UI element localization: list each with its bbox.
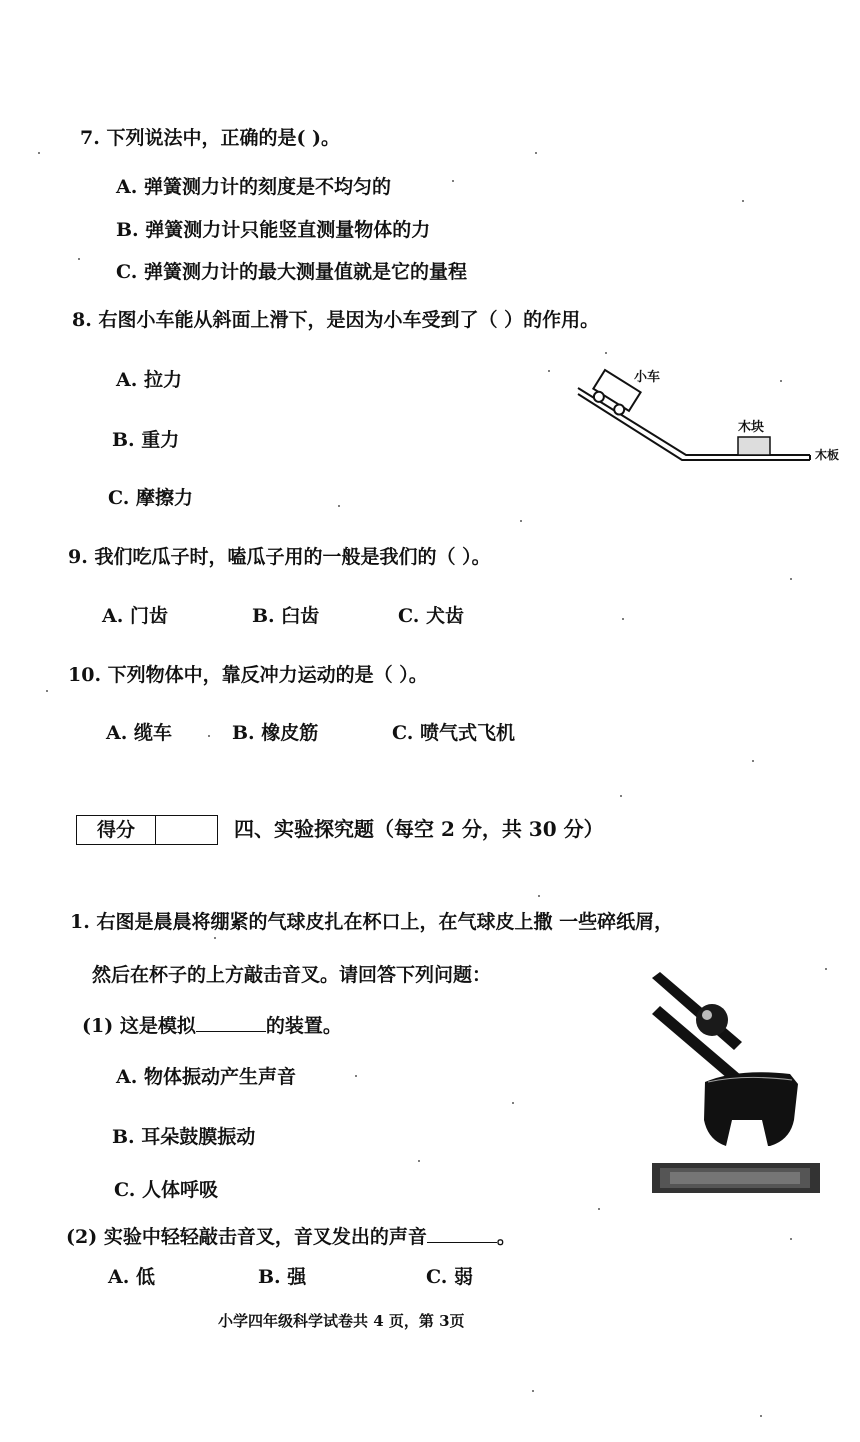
- q8-option-b: B. 重力: [112, 429, 180, 451]
- exp-q1-line1: 1. 右图是晨晨将绷紧的气球皮扎在杯口上，在气球皮上撒 一些碎纸屑，: [70, 911, 674, 933]
- page-footer: 小学四年级科学试卷共 4 页，第 3页: [218, 1312, 465, 1330]
- exp-sub2-option-b: B. 强: [258, 1266, 307, 1288]
- score-label: 得分: [77, 816, 156, 844]
- q9-option-c: C. 犬齿: [398, 605, 465, 627]
- exp-sub2-pre: (2) 实验中轻轻敲击音叉，音叉发出的声音: [66, 1226, 427, 1248]
- label-board: 木板: [815, 448, 840, 462]
- exp-sub1-option-a: A. 物体振动产生声音: [116, 1066, 296, 1088]
- toy-car: [589, 370, 641, 419]
- label-car: 小车: [634, 370, 661, 385]
- exp-sub1: [82, 1013, 342, 1038]
- exp-sub2-option-c: C. 弱: [426, 1266, 474, 1288]
- q8-option-a: A. 拉力: [116, 369, 182, 391]
- tuning-fork-cup-figure: [650, 970, 825, 1202]
- q7-option-b: B. 弹簧测力计只能竖直测量物体的力: [116, 219, 431, 241]
- q10-option-a: A. 缆车: [106, 722, 172, 744]
- q7-option-a: A. 弹簧测力计的刻度是不均匀的: [116, 176, 391, 198]
- exp-sub1-option-b: B. 耳朵鼓膜振动: [112, 1126, 256, 1148]
- label-block: 木块: [738, 420, 765, 435]
- score-blank[interactable]: [156, 816, 217, 844]
- q10-stem: 10. 下列物体中，靠反冲力运动的是（ ）。: [68, 664, 428, 686]
- q9-option-b: B. 臼齿: [252, 605, 320, 627]
- exp-sub2-blank[interactable]: [427, 1224, 497, 1243]
- incline-figure: [570, 360, 855, 470]
- exp-sub1-pre: (1) 这是模拟: [82, 1015, 196, 1037]
- q10-option-c: C. 喷气式飞机: [392, 722, 516, 744]
- q7-option-c: C. 弹簧测力计的最大测量值就是它的量程: [116, 261, 468, 283]
- exp-sub2-post: 。: [496, 1226, 516, 1248]
- q8-option-c: C. 摩擦力: [108, 487, 194, 509]
- exp-sub1-blank[interactable]: [196, 1013, 266, 1032]
- exp-sub1-post: 的装置。: [265, 1015, 342, 1037]
- q9-stem: 9. 我们吃瓜子时，嗑瓜子用的一般是我们的（ ）。: [68, 546, 491, 568]
- q7-stem: 7. 下列说法中，正确的是( )。: [80, 127, 341, 149]
- exp-sub1-option-c: C. 人体呼吸: [114, 1179, 219, 1201]
- exp-sub2: [66, 1224, 516, 1249]
- score-box: [76, 815, 218, 845]
- q8-stem: 8. 右图小车能从斜面上滑下，是因为小车受到了（ ）的作用。: [72, 309, 600, 331]
- exp-sub2-option-a: A. 低: [108, 1266, 155, 1288]
- exp-q1-line2: 然后在杯子的上方敲击音叉。请回答下列问题：: [92, 964, 492, 986]
- q10-option-b: B. 橡皮筋: [232, 722, 319, 744]
- section4-title: 四、实验探究题（每空 2 分，共 30 分）: [234, 817, 604, 841]
- q9-option-a: A. 门齿: [102, 605, 168, 627]
